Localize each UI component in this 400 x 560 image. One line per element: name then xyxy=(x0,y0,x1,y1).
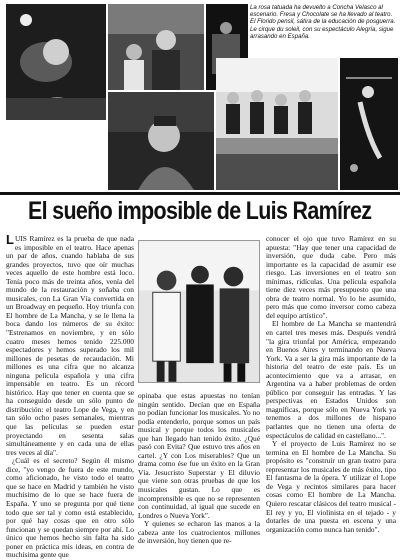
article-column-1 xyxy=(6,232,134,560)
photo-classroom-image xyxy=(216,58,338,190)
paragraph: ¿Cuál es el secreto? Según él mismo dice, "yo vengo de fuera de este mundo, como aficionado, he visto todo el teatro que se hace en Madrid y también he visto muchísimo de lo que se hace fuera de España. Y uno se pregunta por qué tiene todo que ser tal y como está establecido, por qué hay cosas que en otro sólo funcionan y se quedan siempre por ahí. Lo único que hemos hecho sin falta ha sido poner en práctica mis ideas, en contra de muchísima gente que xyxy=(6,456,134,560)
photo-cirque-du-soleil-image xyxy=(340,58,398,190)
article-column-3 xyxy=(266,234,396,534)
photo-tattooed-rose-image xyxy=(6,4,106,120)
paragraph: LUIS Ramírez es la prueba de que nada es imposible en el teatro. Hace apenas un par de años, cuando hablaba de sus grandes proyectos, tuvo que oír muchas veces aquello de este hombre está loco. Tenía poco más de treinta años, venía del mundo de la restauración y soñaba con musicales, con La Gran Vía convertida en un Broadway en pequeño. Hoy triunfa con El hombre de La Mancha, y se le llena la boca dando los números de su éxito: "Estrenamos en noviembre, y en sólo cuatro meses hemos tenido 225.000 espectadores y hemos superado los mil millones de pesetas de recaudación. Mi millones es una cifra que no alcanza ninguna película española y una cifra impensable en teatro. Es un récord histórico. Hay que tener en cuenta que se ha conseguido desde un sólo punto de distribución: el teatro Lope de Vega, y en tan sólo ocho pases semanales, mientras que las películas se pueden estar proyectando en sesenta salas simultáneamente y en cada una de ellas tres veces al día". xyxy=(6,232,134,457)
paragraph: conocer el ojo que tuvo Ramírez en su apuesta: "Hay que tener una capacidad de inversión, que duda cabe. Pero más importante es la capacidad de asumir ese riesgo. Las inversiones en el teatro son mínimas, ridículas. Una película española tiene diez veces más presupuesto que una obra de teatro normal. Yo lo he asumido, pero más que como inversor como cabeza del equipo artístico". xyxy=(266,234,396,320)
photo-florido-pensil xyxy=(108,92,214,190)
paragraph: opinaba que estas apuestas no tenían ningún sentido. Decían que en España no podían funcionar los musicales. Yo no podía entenderlo, porque somos un país musical y porque todos los musicales que han llegado han tenido éxito. ¿Qué pasó con Evita? Que estuvo tres años en cartel. ¿Y con Los miserables? Que un drama como ése fue un éxito en la Gran Vía. Jesucristo Superstar y El diluvio que viene son otras pruebas de que los musicales gustan. Lo que es incomprensible es que no se representen con continuidad, al igual que sucede en Londres o Nueva York". xyxy=(138,391,260,520)
photo-luis-ramirez-group xyxy=(138,240,260,383)
paragraph: Y quienes se echaron las manos a la cabeza ante los cuatrocientos millones de inversión, hoy tienen que re- xyxy=(138,519,260,546)
article-headline: El sueño imposible de Luis Ramírez xyxy=(28,197,372,225)
photo-classroom xyxy=(216,58,338,190)
drop-cap: L xyxy=(6,232,14,247)
photo-cirque-du-soleil xyxy=(340,58,398,190)
photo-tattooed-rose xyxy=(6,4,106,120)
photo-luis-ramirez-group-image xyxy=(139,241,259,382)
paragraph: El hombre de La Mancha se mantendrá en cartel tres meses más. Después vendrá "la gira triunfal por América, empezando en Buenos Aires y terminando en Nueva York. Va a ser la gira más importante de la historia del teatro de este país. Es un acontecimiento que va a arrasar, en Argentina va a haber problemas de orden público por conseguir las entradas. Y las perspectivas en Estados Unidos son magníficas, porque sólo en Nueva York ya tenemos a dos millones de hispano parlantes que no tienen una oferta de espectáculos de calidad en castellano...". xyxy=(266,319,396,440)
headline-bar xyxy=(0,192,400,228)
photo-fresa-chocolate xyxy=(108,4,204,90)
photo-florido-pensil-image xyxy=(108,92,214,190)
paragraph: Y el proyecto de Luis Ramírez no se termina en El hombre de La Mancha. Su propósito es "construir un gran teatro para representar los musicales de más éxito, tipo El fantasma de la ópera. Y utilizar el Lope de Vega y recintos similares para hacer cosas como El hombre de La Mancha. Quiero rescatar clásicos del teatro musical - El rey y yo, El violinista en el tejado - y dotarles de una puesta en escena y una organización como nunca han tenido". xyxy=(266,439,396,534)
article-column-2 xyxy=(138,391,260,546)
photo-fresa-chocolate-image xyxy=(108,4,204,90)
top-photo-caption: La rosa tatuada ha devuelto a Concha Velasco al escenario. Fresa y Chocolate se ha llevado al teatro. El Florido pensil, sátira de la educación de posguerra. Le cirque du soleil, con su espectáculo Alegría, sigue arrasando en España. xyxy=(250,4,396,40)
